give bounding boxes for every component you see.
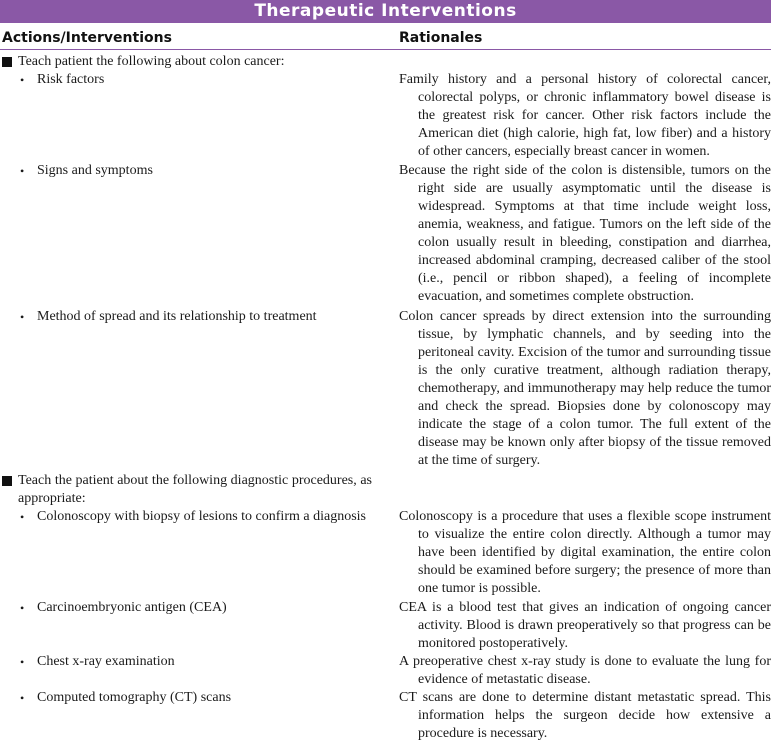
- action-text: Method of spread and its relationship to treatment: [37, 309, 317, 324]
- rationale-text: Because the right side of the colon is distensible, tumors on the right side are usually asymptomatic until the disease is widespread. Symptoms at that time include weight loss, anemia, weakness, and fatigue. Tumors on the left side of the colon usually result in bleeding, constipation and diarrhea, increased abdominal cramping, decreased caliber of the stool (i.e., pencil or ribbon shaped), a feeling of incomplete evacuation, and sometimes complete obstruction.: [399, 163, 771, 304]
- bullet-dot-icon: •: [20, 510, 25, 524]
- square-bullet-icon: [2, 57, 12, 67]
- square-bullet-icon: [2, 476, 12, 486]
- bullet-dot-icon: •: [20, 310, 25, 324]
- action-text: Carcinoembryonic antigen (CEA): [37, 600, 227, 615]
- rationale-text: Family history and a personal history of colorectal cancer, colorectal polyps, or chronic inflammatory bowel disease is the greatest risk for cancer. Other risk factors include the American diet (high calorie, high fat, low fiber) and a history of other cancers, especially breast cancer in women.: [399, 72, 771, 159]
- rationale-text: CT scans are done to determine distant metastatic spread. This information helps the surgeon decide how extensive a procedure is necessary.: [399, 690, 771, 741]
- action-text: Colonoscopy with biopsy of lesions to confirm a diagnosis: [37, 509, 366, 524]
- rationale-text: CEA is a blood test that gives an indication of ongoing cancer activity. Blood is drawn preoperatively so that progress can be monitored postoperatively.: [399, 600, 771, 651]
- column-header-actions: Actions/Interventions: [2, 30, 172, 46]
- rationale-text: A preoperative chest x-ray study is done to evaluate the lung for evidence of metastatic disease.: [399, 654, 771, 687]
- header-divider: [0, 49, 771, 50]
- bullet-dot-icon: •: [20, 655, 25, 669]
- action-text: Computed tomography (CT) scans: [37, 690, 232, 705]
- section-intro-text: Teach patient the following about colon cancer:: [18, 54, 285, 69]
- rationale-text: Colonoscopy is a procedure that uses a flexible scope instrument to visualize the entire colon directly. Although a tumor may have been identified by digital examination, the entire colon should be examined before surgery; the presence of more than one tumor is possible.: [399, 509, 771, 596]
- action-text: Signs and symptoms: [37, 163, 153, 178]
- bullet-dot-icon: •: [20, 73, 25, 87]
- bullet-dot-icon: •: [20, 691, 25, 705]
- rationale-text: Colon cancer spreads by direct extension into the surrounding tissue, by lymphatic channels, and by seeding into the peritoneal cavity. Excision of the tumor and surrounding tissue is the only curative treatment, although radiation therapy, chemotherapy, and immunotherapy may help reduce the tumor and check the spread. Biopsies done by colonoscopy may indicate the stage of a colon tumor. The full extent of the disease may be known only after biopsy of the tissue removed at the time of surgery.: [399, 309, 771, 468]
- bullet-dot-icon: •: [20, 164, 25, 178]
- bullet-dot-icon: •: [20, 601, 25, 615]
- action-text: Chest x-ray examination: [37, 654, 175, 669]
- section-banner: Therapeutic Interventions: [0, 0, 771, 23]
- action-text: Risk factors: [37, 72, 105, 87]
- section-intro-text: Teach the patient about the following diagnostic procedures, as appropriate:: [18, 473, 372, 506]
- column-header-rationales: Rationales: [399, 30, 483, 46]
